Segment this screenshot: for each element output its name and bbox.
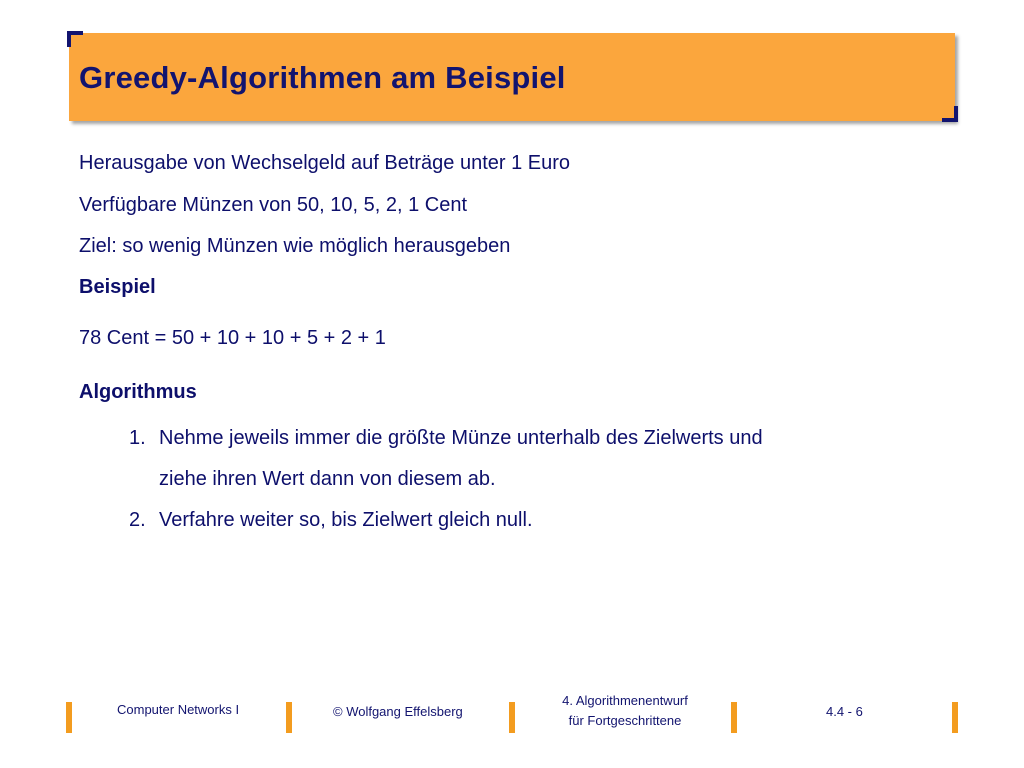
list-item-number: 2. — [129, 509, 146, 531]
footer-divider — [509, 702, 515, 733]
list-item — [129, 427, 763, 450]
footer-course: Computer Networks I — [117, 702, 240, 717]
footer-divider — [731, 702, 737, 733]
title-box — [69, 33, 955, 121]
footer-divider — [66, 702, 72, 733]
list-item-continuation: ziehe ihren Wert dann von diesem ab. — [159, 468, 496, 490]
footer-divider — [952, 702, 958, 733]
list-item-text: Verfahre weiter so, bis Zielwert gleich null. — [159, 509, 533, 531]
footer-divider — [286, 702, 292, 733]
algorithm-heading: Algorithmus — [79, 381, 197, 403]
footer-author: © Wolfgang Effelsberg — [333, 704, 463, 719]
bullet-line-3: Ziel: so wenig Münzen wie möglich herausgeben — [79, 235, 511, 257]
footer-chapter-line2: für Fortgeschrittene — [568, 713, 682, 728]
example-text: 78 Cent = 50 + 10 + 10 + 5 + 2 + 1 — [79, 327, 386, 349]
example-heading: Beispiel — [79, 276, 156, 298]
footer-chapter-line1: 4. Algorithmenentwurf — [562, 693, 688, 708]
footer-page-number: 4.4 - 6 — [826, 704, 863, 719]
list-item — [129, 509, 533, 532]
slide-title: Greedy-Algorithmen am Beispiel — [79, 60, 566, 95]
bullet-line-1: Herausgabe von Wechselgeld auf Beträge unter 1 Euro — [79, 152, 571, 174]
corner-bracket-top-left — [67, 31, 83, 47]
bullet-line-2: Verfügbare Münzen von 50, 10, 5, 2, 1 Cent — [79, 194, 468, 216]
list-item-number: 1. — [129, 427, 146, 449]
footer-chapter — [545, 693, 705, 728]
list-item-text: Nehme jeweils immer die größte Münze unterhalb des Zielwerts und — [159, 427, 763, 449]
corner-bracket-bottom-right — [942, 106, 958, 122]
